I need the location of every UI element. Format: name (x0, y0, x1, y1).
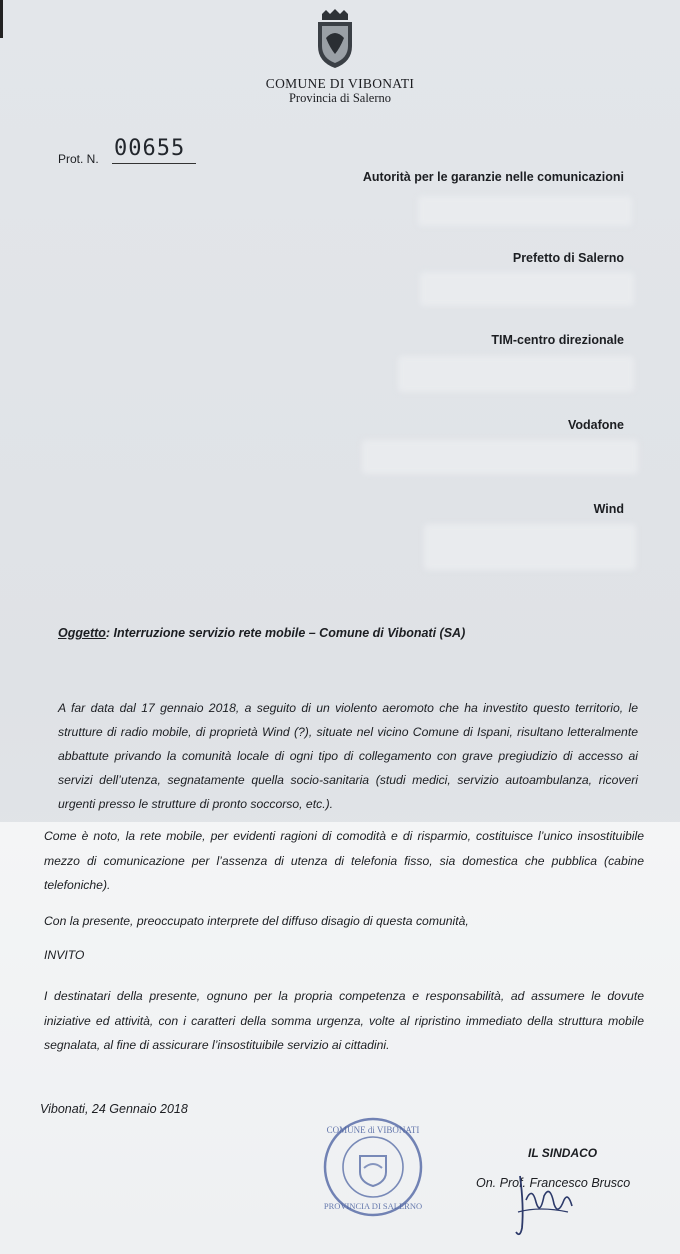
protocol-number: 00655 (112, 135, 196, 164)
subject-label: Oggetto (58, 626, 106, 640)
crest-emblem-icon (312, 8, 358, 70)
subject-line (58, 626, 465, 640)
svg-text:PROVINCIA DI SALERNO: PROVINCIA DI SALERNO (323, 1201, 423, 1211)
municipal-stamp-seal (322, 1116, 424, 1218)
place-date: Vibonati, 24 Gennaio 2018 (40, 1102, 188, 1116)
sheet-edge (0, 0, 3, 38)
recipient-2: Prefetto di Salerno (512, 251, 624, 265)
issuer-name: COMUNE DI VIBONATI (265, 76, 415, 91)
subject-text: : Interruzione servizio rete mobile – Comune di Vibonati (SA) (105, 626, 466, 640)
redacted-address-2 (420, 272, 634, 306)
redacted-address-3 (398, 356, 634, 392)
handwritten-signature (510, 1166, 582, 1242)
mayor-name: On. Prof. Francesco Brusco (476, 1176, 631, 1190)
body-paragraph-4: I destinatari della presente, ognuno per la propria competenza e responsabilità, ad assumere le dovute iniziative ed attività, con i caratteri della somma urgenza, volte al ripristino immediato della struttura mobile segnalata, al fine di assicurare l’insostituibile servizio ai cittadini. (44, 989, 644, 1052)
recipient-4: Vodafone (567, 418, 624, 432)
body-paragraph-3: Con la presente, preoccupato interprete del diffuso disagio di questa comunità, (44, 914, 469, 928)
redacted-address-4 (362, 440, 638, 474)
svg-text:COMUNE di VIBONATI: COMUNE di VIBONATI (326, 1125, 420, 1135)
mayor-title: IL SINDACO (528, 1146, 598, 1160)
body-paragraph-1: A far data dal 17 gennaio 2018, a seguito di un violento aeromoto che ha investito questo territorio, le strutture di radio mobile, di proprietà Wind (?), situate nel vicino Comune di Ispani, risultano letteralmente abbattute privando la comunità locale di ogni tipo di collegamento con grave pregiudizio di accesso ai servizi dell’utenza, segnatamente quella socio-sanitaria (studi medici, servizio autoambulanza, ricoveri urgenti presso le strutture di pronto soccorso, etc.). (58, 701, 638, 811)
recipient-5: Wind (593, 502, 624, 516)
recipient-1: Autorità per le garanzie nelle comunicazioni (362, 170, 624, 184)
redacted-address-5 (424, 524, 636, 570)
redacted-address-1 (418, 196, 632, 226)
protocol-label: Prot. N. (58, 152, 99, 166)
body-paragraph-2: Come è noto, la rete mobile, per evidenti ragioni di comodità e di risparmio, costituisce l’unico insostituibile mezzo di comunicazione per l’assenza di utenza di telefonia fisso, sia domestica che pubblica (cabine telefoniche). (44, 829, 644, 892)
invito-heading: INVITO (44, 948, 85, 962)
recipient-3: TIM-centro direzionale (491, 333, 624, 347)
issuer-province: Provincia di Salerno (288, 91, 392, 105)
